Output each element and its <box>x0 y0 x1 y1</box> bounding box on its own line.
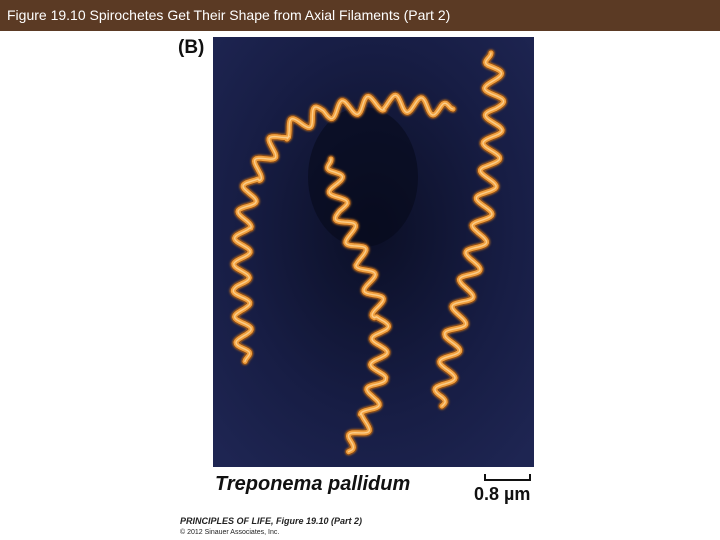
panel-label: (B) <box>178 37 205 58</box>
slide-title: Figure 19.10 Spirochetes Get Their Shape from Axial Filaments (Part 2) <box>7 7 451 23</box>
spirochete-micrograph <box>213 37 534 467</box>
figure-credit <box>180 516 362 538</box>
dark-region <box>308 107 418 247</box>
title-bar <box>0 0 720 31</box>
scale-bar-label: 0.8 µm <box>474 484 531 504</box>
credit-title: PRINCIPLES OF LIFE, Figure 19.10 (Part 2) <box>180 516 363 526</box>
species-label: Treponema pallidum <box>215 473 411 495</box>
scale-bar <box>484 474 531 481</box>
credit-copyright: © 2012 Sinauer Associates, Inc. <box>180 529 280 536</box>
